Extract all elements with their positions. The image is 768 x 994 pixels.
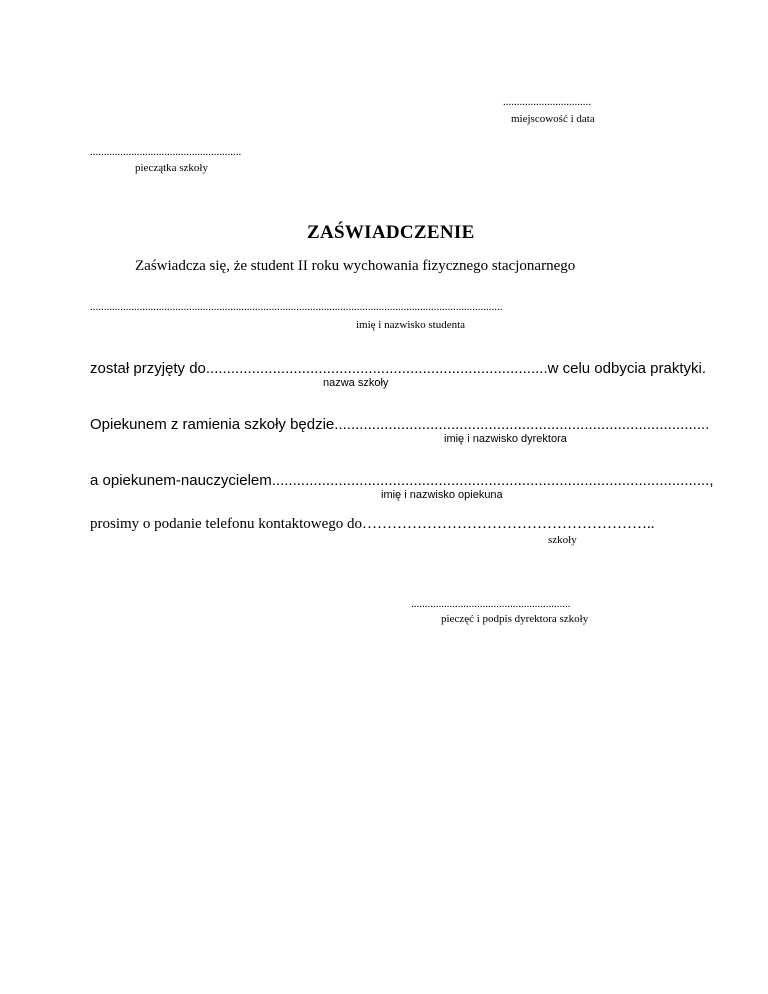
intro-text: Zaświadcza się, że student II roku wychowania fizycznego stacjonarnego — [135, 258, 576, 274]
document-title: ZAŚWIADCZENIE — [307, 222, 475, 243]
place-date-dots: ................................ — [503, 96, 591, 108]
phone-request-line: prosimy o podanie telefonu kontaktowego do………………………………………………….. — [90, 516, 655, 532]
school-stamp-label: pieczątka szkoły — [135, 162, 208, 174]
phone-school-label: szkoły — [548, 534, 577, 546]
teacher-guardian-line: a opiekunem-nauczycielem........................................................................................................., — [90, 472, 714, 489]
signature-dots: .......................................................... — [411, 598, 571, 610]
student-name-label: imię i nazwisko studenta — [356, 319, 466, 331]
place-date-label: miejscowość i data — [511, 113, 595, 125]
signature-label: pieczęć i podpis dyrektora szkoły — [441, 613, 589, 625]
student-name-dots: ...................................................................................................................................................... — [90, 301, 503, 313]
school-name-label: nazwa szkoły — [323, 377, 389, 389]
director-name-label: imię i nazwisko dyrektora — [444, 433, 567, 445]
accepted-line: został przyjęty do..................................................................................w celu odbycia praktyki. — [90, 360, 707, 377]
school-stamp-dots: ....................................................... — [90, 146, 242, 158]
teacher-name-label: imię i nazwisko opiekuna — [381, 489, 503, 501]
school-guardian-line: Opiekunem z ramienia szkoły będzie.......................................................................................... — [90, 416, 710, 433]
